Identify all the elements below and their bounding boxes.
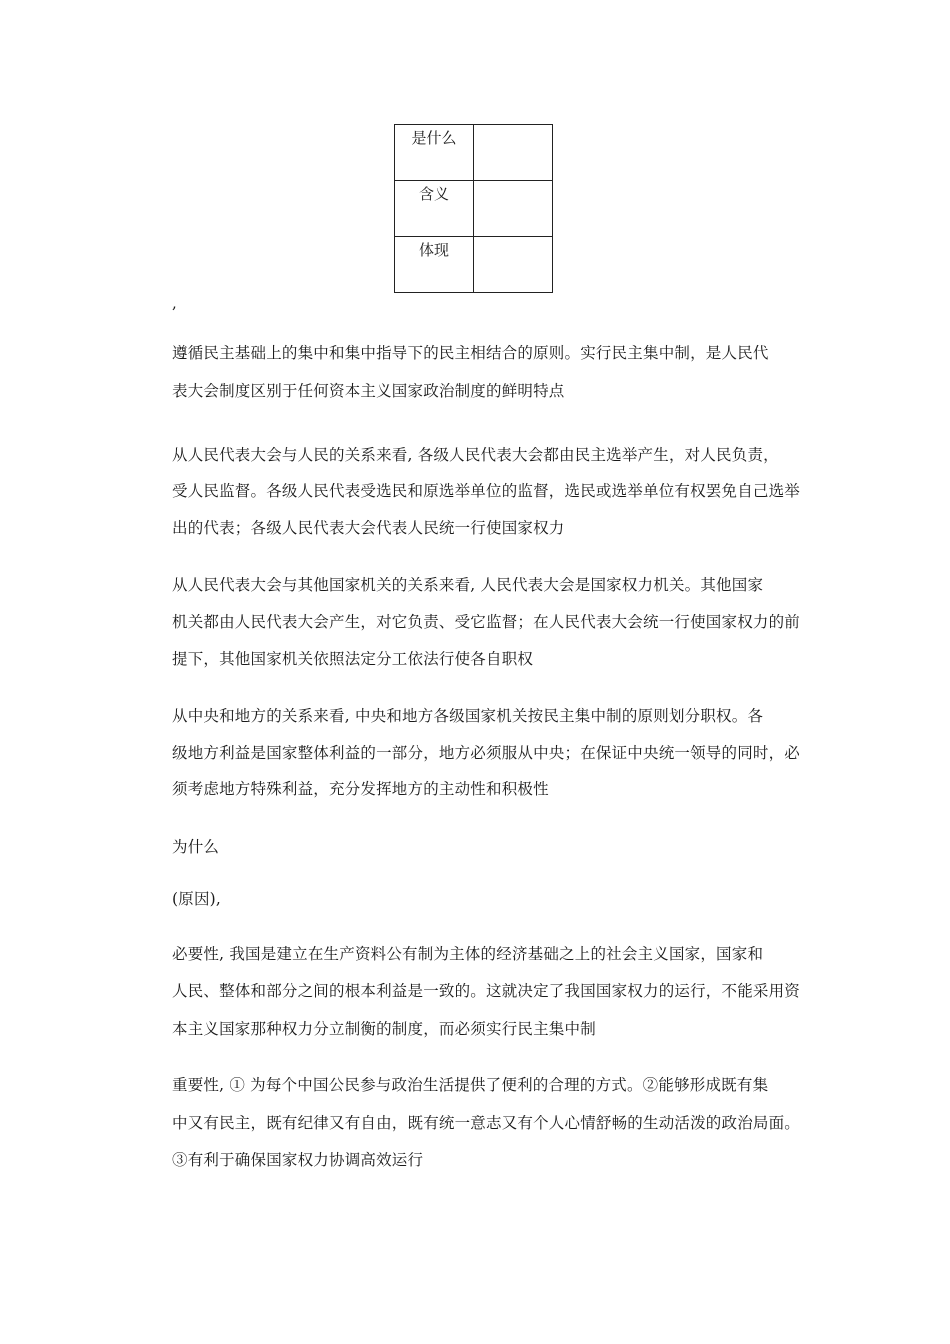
table-row-label: 体现 [395,237,474,293]
paragraph-line: 从中央和地方的关系来看, 中央和地方各级国家机关按民主集中制的原则划分职权。各 [172,707,764,725]
paragraph-line: 从人民代表大会与人民的关系来看, 各级人民代表大会都由民主选举产生，对人民负责， [172,446,779,464]
table-row [395,237,553,293]
summary-table [394,124,553,293]
stray-comma: , [172,294,177,312]
table-row [395,125,553,181]
table-row-label: 含义 [395,181,474,237]
paragraph-line: 本主义国家那种权力分立制衡的制度，而必须实行民主集中制 [172,1020,596,1038]
table-row [395,181,553,237]
paragraph-line: 人民、整体和部分之间的根本利益是一致的。这就决定了我国国家权力的运行，不能采用资 [172,982,801,1000]
paragraph-line: 中又有民主，既有纪律又有自由，既有统一意志又有个人心情舒畅的生动活泼的政治局面。 [172,1114,801,1132]
paragraph-line: 遵循民主基础上的集中和集中指导下的民主相结合的原则。实行民主集中制，是人民代 [172,344,769,362]
paragraph-line: (原因), [172,890,222,908]
paragraph-line: 机关都由人民代表大会产生，对它负责、受它监督；在人民代表大会统一行使国家权力的前 [172,613,801,631]
paragraph-line: 表大会制度区别于任何资本主义国家政治制度的鲜明特点 [172,382,565,400]
paragraph-line: ③有利于确保国家权力协调高效运行 [172,1151,424,1169]
paragraph-line: 提下，其他国家机关依照法定分工依法行使各自职权 [172,650,534,668]
paragraph-line: 级地方利益是国家整体利益的一部分，地方必须服从中央；在保证中央统一领导的同时，必 [172,744,801,762]
paragraph-line: 受人民监督。各级人民代表受选民和原选举单位的监督，选民或选举单位有权罢免自己选举 [172,482,801,500]
table-row-value [474,181,553,237]
paragraph-line: 从人民代表大会与其他国家机关的关系来看, 人民代表大会是国家权力机关。其他国家 [172,576,764,594]
table-row-value [474,125,553,181]
paragraph-line: 必要性, 我国是建立在生产资料公有制为主体的经济基础之上的社会主义国家，国家和 [172,945,764,963]
table-row-value [474,237,553,293]
paragraph-line: 为什么 [172,838,220,856]
paragraph-line: 出的代表；各级人民代表大会代表人民统一行使国家权力 [172,519,565,537]
paragraph-line: 须考虑地方特殊利益，充分发挥地方的主动性和积极性 [172,780,549,798]
paragraph-line: 重要性, ① 为每个中国公民参与政治生活提供了便利的合理的方式。②能够形成既有集 [172,1076,769,1094]
table-row-label: 是什么 [395,125,474,181]
